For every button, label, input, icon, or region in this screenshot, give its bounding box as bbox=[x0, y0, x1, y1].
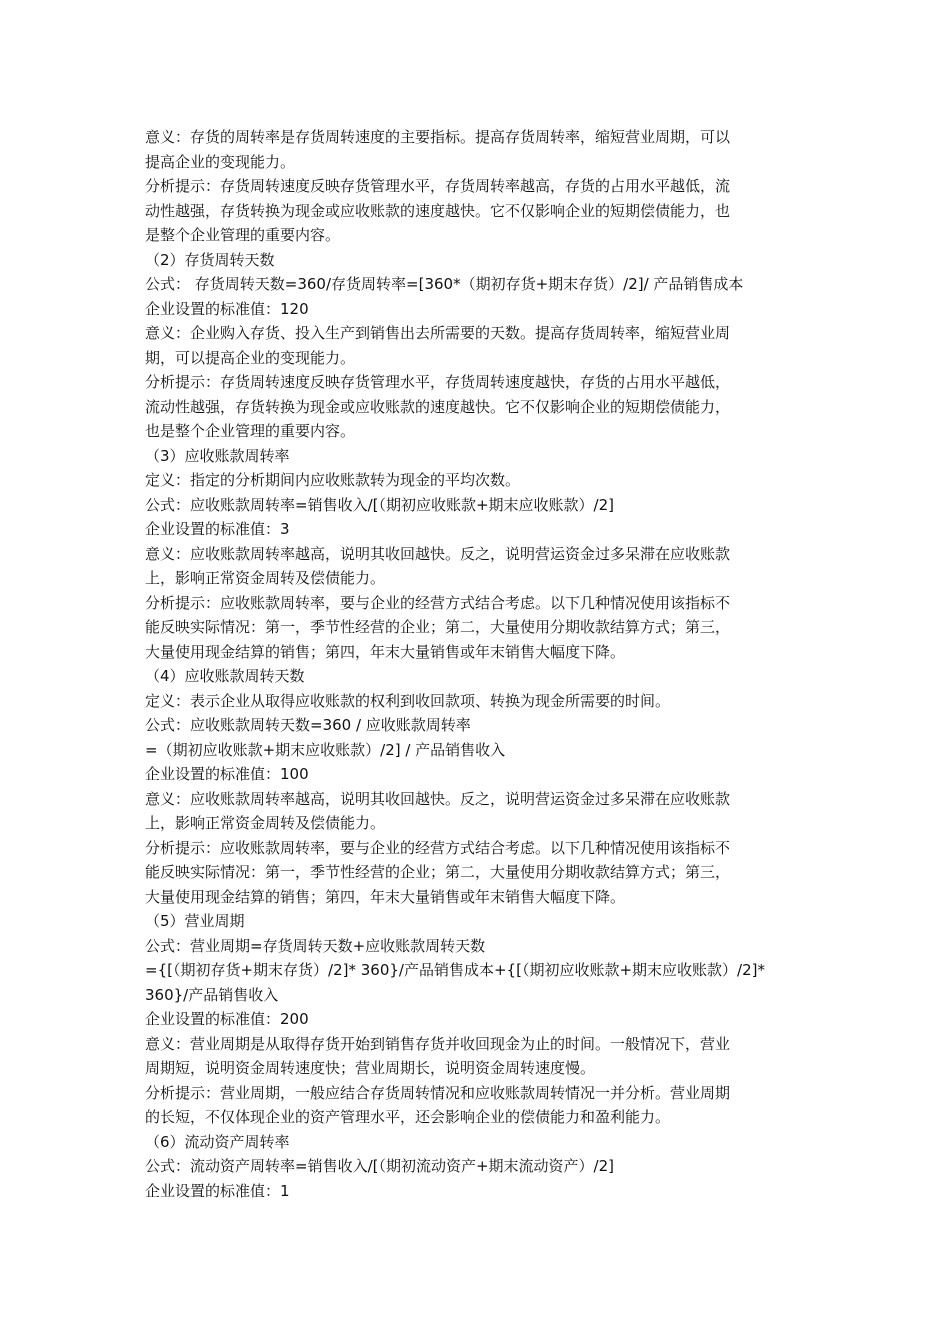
text-line: 公式：营业周期=存货周转天数+应收账款周转天数 bbox=[145, 936, 486, 955]
text-line: 企业设置的标准值：1 bbox=[145, 1181, 290, 1200]
text-line: （5）营业周期 bbox=[145, 912, 245, 930]
paragraph bbox=[145, 713, 810, 738]
text-line: 定义：表示企业从取得应收账款的权利到收回款项、转换为现金所需要的时间。 bbox=[145, 691, 671, 710]
text-line: 企业设置的标准值：3 bbox=[145, 520, 290, 538]
paragraph bbox=[145, 517, 810, 542]
paragraph bbox=[145, 958, 810, 1007]
text-line: 的长短，不仅体现企业的资产管理水平，还会影响企业的偿债能力和盈利能力。 bbox=[145, 1108, 671, 1126]
text-line: ={[（期初存货+期末存货）/2]* 360}/产品销售成本+{[（期初应收账款+期末应收账款）/2]* bbox=[145, 961, 765, 979]
text-line: 流动性越强，存货转换为现金或应收账款的速度越快。它不仅影响企业的短期偿债能力， bbox=[145, 397, 731, 416]
text-line: （2）存货周转天数 bbox=[145, 250, 275, 269]
text-line: 分析提示：应收账款周转率，要与企业的经营方式结合考虑。以下几种情况使用该指标不 bbox=[145, 593, 731, 612]
paragraph bbox=[145, 297, 810, 322]
section-heading bbox=[145, 909, 810, 934]
paragraph bbox=[145, 836, 810, 910]
text-line: （4）应收账款周转天数 bbox=[145, 667, 305, 685]
section-heading bbox=[145, 1130, 810, 1155]
text-line: 周期短，说明资金周转速度快；营业周期长，说明资金周转速度慢。 bbox=[145, 1059, 596, 1077]
text-line: 意义：存货的周转率是存货周转速度的主要指标。提高存货周转率，缩短营业周期，可以 bbox=[145, 128, 731, 146]
text-line: 360}/产品销售收入 bbox=[145, 985, 279, 1004]
text-line: 能反映实际情况：第一，季节性经营的企业；第二，大量使用分期收款结算方式；第三， bbox=[145, 863, 731, 881]
text-line: 上，影响正常资金周转及偿债能力。 bbox=[145, 814, 386, 832]
paragraph bbox=[145, 689, 810, 714]
text-line: 公式：流动资产周转率=销售收入/[（期初流动资产+期末流动资产）/2] bbox=[145, 1157, 614, 1175]
text-line: 也是整个企业管理的重要内容。 bbox=[145, 422, 356, 440]
text-line: 企业设置的标准值：120 bbox=[145, 299, 309, 318]
text-line: 分析提示：存货周转速度反映存货管理水平，存货周转率越高，存货的占用水平越低，流 bbox=[145, 177, 731, 195]
section-heading bbox=[145, 444, 810, 469]
text-line: 意义：应收账款周转率越高，说明其收回越快。反之，说明营运资金过多呆滞在应收账款 bbox=[145, 789, 731, 808]
paragraph bbox=[145, 174, 810, 248]
text-line: （6）流动资产周转率 bbox=[145, 1132, 290, 1151]
text-line: 期，可以提高企业的变现能力。 bbox=[145, 348, 356, 367]
text-line: 上，影响正常资金周转及偿债能力。 bbox=[145, 569, 386, 587]
text-line: 是整个企业管理的重要内容。 bbox=[145, 226, 341, 244]
text-line: 企业设置的标准值：200 bbox=[145, 1010, 309, 1028]
text-line: 定义：指定的分析期间内应收账款转为现金的平均次数。 bbox=[145, 471, 521, 489]
paragraph bbox=[145, 321, 810, 370]
paragraph bbox=[145, 1154, 810, 1179]
text-line: 意义：营业周期是从取得存货开始到销售存货并收回现金为止的时间。一般情况下，营业 bbox=[145, 1034, 731, 1053]
text-line: 公式：应收账款周转天数=360 / 应收账款周转率 bbox=[145, 716, 471, 734]
text-line: 动性越强，存货转换为现金或应收账款的速度越快。它不仅影响企业的短期偿债能力，也 bbox=[145, 201, 731, 220]
paragraph bbox=[145, 787, 810, 836]
paragraph bbox=[145, 1179, 810, 1204]
paragraph bbox=[145, 493, 810, 518]
text-line: 意义：应收账款周转率越高，说明其收回越快。反之，说明营运资金过多呆滞在应收账款 bbox=[145, 544, 731, 563]
text-line: （3）应收账款周转率 bbox=[145, 446, 290, 465]
text-line: 公式： 存货周转天数=360/存货周转率=[360*（期初存货+期末存货）/2]/ 产品销售成本 bbox=[145, 275, 744, 293]
text-line: =（期初应收账款+期末应收账款）/2] / 产品销售收入 bbox=[145, 740, 506, 759]
text-line: 公式：应收账款周转率=销售收入/[（期初应收账款+期末应收账款）/2] bbox=[145, 495, 614, 514]
section-heading bbox=[145, 664, 810, 689]
paragraph bbox=[145, 1081, 810, 1130]
section-heading bbox=[145, 248, 810, 273]
text-line: 分析提示：营业周期，一般应结合存货周转情况和应收账款周转情况一并分析。营业周期 bbox=[145, 1083, 731, 1102]
text-line: 意义：企业购入存货、投入生产到销售出去所需要的天数。提高存货周转率，缩短营业周 bbox=[145, 324, 731, 342]
text-line: 企业设置的标准值：100 bbox=[145, 765, 309, 783]
paragraph bbox=[145, 1032, 810, 1081]
text-line: 大量使用现金结算的销售；第四，年末大量销售或年末销售大幅度下降。 bbox=[145, 887, 626, 906]
paragraph bbox=[145, 125, 810, 174]
paragraph bbox=[145, 1007, 810, 1032]
text-line: 能反映实际情况：第一，季节性经营的企业；第二，大量使用分期收款结算方式；第三， bbox=[145, 618, 731, 636]
document-body bbox=[145, 125, 810, 1203]
text-line: 分析提示：存货周转速度反映存货管理水平，存货周转速度越快，存货的占用水平越低， bbox=[145, 373, 731, 391]
paragraph bbox=[145, 591, 810, 665]
paragraph bbox=[145, 370, 810, 444]
paragraph bbox=[145, 934, 810, 959]
text-line: 提高企业的变现能力。 bbox=[145, 152, 296, 171]
paragraph bbox=[145, 468, 810, 493]
paragraph bbox=[145, 738, 810, 763]
paragraph bbox=[145, 542, 810, 591]
text-line: 大量使用现金结算的销售；第四，年末大量销售或年末销售大幅度下降。 bbox=[145, 642, 626, 661]
paragraph bbox=[145, 762, 810, 787]
text-line: 分析提示：应收账款周转率，要与企业的经营方式结合考虑。以下几种情况使用该指标不 bbox=[145, 838, 731, 857]
paragraph bbox=[145, 272, 810, 297]
